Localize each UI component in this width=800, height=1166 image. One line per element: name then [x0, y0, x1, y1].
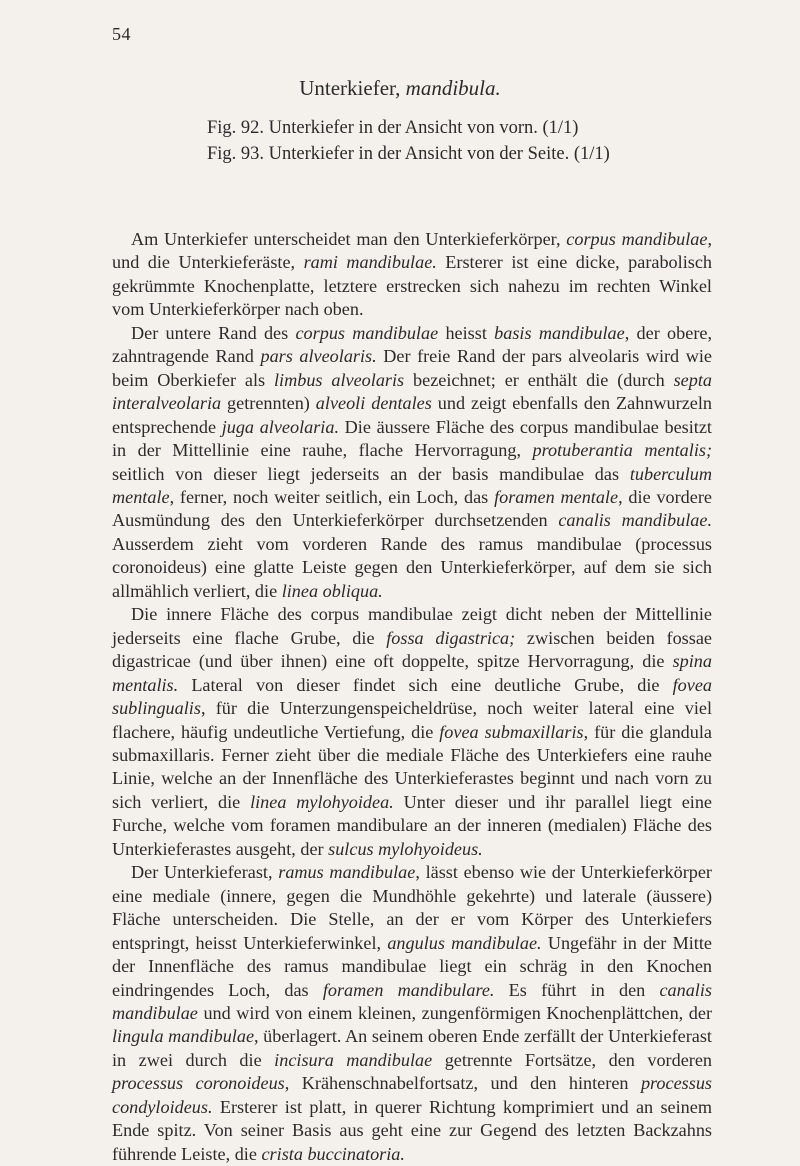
latin-term: foramen mentale — [494, 486, 619, 507]
text-run: Unter dieser und ihr parallel liegt eine Furche, welche vom foramen mandibulare an der inneren (medialen) Fläche des Unterkieferastes ausgeht, der — [112, 791, 712, 859]
latin-term: fossa digastrica; — [386, 627, 516, 648]
latin-term: fovea submaxillaris — [439, 721, 584, 742]
text-run: , für die Unterzungenspeicheldrüse, noch weiter lateral eine viel flachere, häufig undeutliche Vertiefung, die — [112, 698, 712, 742]
page-number: 54 — [112, 24, 131, 44]
latin-term: ramus mandibulae — [278, 862, 416, 883]
paragraph — [112, 603, 712, 861]
latin-term: spina mentalis. — [112, 651, 712, 695]
text-run: , überlagert. An seinem oberen Ende zerfällt der Unterkieferast in zwei durch die — [112, 1026, 712, 1070]
text-run: zwischen beiden fossae digastricae (und über ihnen) eine oft doppelte, spitze Hervorragung, die — [112, 627, 712, 672]
body-text — [112, 228, 712, 1166]
latin-term: angulus mandibulae. — [387, 932, 542, 953]
latin-term: juga alveolaria. — [221, 416, 339, 437]
text-run: , und die Unterkieferäste, — [112, 229, 712, 273]
text-run: seitlich von dieser liegt jederseits an der basis mandibulae das — [112, 463, 630, 484]
latin-term: septa interalveolaria — [112, 369, 712, 414]
latin-term: rami mandibulae. — [303, 252, 437, 273]
text-run: , für die glandula submaxillaris. Ferner zieht über die mediale Fläche des Unterkiefers eine rauhe Linie, welche an der Innenfläche des Unterkieferastes beginnt und nach vorn zu sich verliert, die — [112, 721, 712, 812]
figure-reference: Fig. 93. Unterkiefer in der Ansicht von der Seite. (1/1) — [207, 144, 610, 164]
text-run: Lateral von dieser findet sich eine deutliche Grube, die — [178, 674, 673, 695]
latin-term: linea mylohyoidea. — [250, 791, 394, 812]
text-run: Am Unterkiefer unterscheidet man den Unterkieferkörper, — [131, 229, 567, 249]
latin-term: protuberantia mentalis; — [532, 440, 713, 461]
latin-term: canalis mandibulae — [112, 979, 712, 1023]
text-run: und wird von einem kleinen, zungenförmigen Knochenplättchen, der — [197, 1002, 712, 1023]
latin-term: corpus mandibulae — [566, 229, 708, 249]
text-run: , der obere, zahntragende Rand — [112, 322, 712, 367]
latin-term: foramen mandibulare. — [322, 979, 495, 1000]
latin-term: processus coronoideus — [112, 1073, 285, 1094]
latin-term: sulcus mylohyoideus. — [328, 838, 483, 859]
text-run: , die vordere Ausmündung des den Unterkieferkörper durchsetzenden — [112, 486, 712, 531]
latin-term: fovea sublingualis — [112, 674, 712, 719]
text-run: Der Unterkieferast, — [131, 862, 279, 883]
paragraph — [112, 228, 712, 322]
latin-term: basis mandibulae — [494, 322, 625, 343]
section-title — [0, 76, 800, 101]
figure-references — [207, 115, 610, 167]
text-run: Die innere Fläche des corpus mandibulae zeigt dicht neben der Mittellinie jederseits eine flache Grube, die — [112, 604, 712, 648]
text-run: , lässt ebenso wie der Unterkieferkörper eine mediale (innere, gegen die Mundhöhle gekehrte) und laterale (äussere) Fläche unterscheiden. Die Stelle, an der er vom Körper des Unterkiefers entspringt, heisst Unterkieferwinkel, — [112, 862, 712, 953]
latin-term: incisura mandibulae — [274, 1049, 433, 1070]
latin-term: linea obliqua. — [281, 580, 383, 601]
text-run: , Krähenschnabelfortsatz, und den hinteren — [284, 1073, 641, 1094]
latin-term: lingula mandibulae — [112, 1026, 255, 1047]
latin-term: pars alveolaris. — [260, 346, 377, 367]
text-run: , ferner, noch weiter seitlich, ein Loch, das — [169, 486, 495, 507]
figure-reference: Fig. 92. Unterkiefer in der Ansicht von vorn. (1/1) — [207, 118, 579, 138]
latin-term: corpus mandibulae — [295, 322, 439, 343]
text-run: Der untere Rand des — [131, 322, 296, 343]
text-run: getrennte Fortsätze, den vorderen — [432, 1049, 713, 1070]
latin-term: crista buccinatoria. — [261, 1143, 405, 1164]
section-title-latin: mandibula. — [405, 76, 501, 100]
text-run: Der freie Rand der pars alveolaris wird wie beim Oberkiefer als — [112, 346, 712, 390]
text-run: Ungefähr in der Mitte der Innenfläche des ramus mandibulae liegt ein schräg in den Knochen eindringendes Loch, das — [112, 932, 712, 1000]
text-run: heisst — [438, 322, 495, 343]
latin-term: tuberculum mentale — [112, 463, 712, 507]
latin-term: canalis mandibulae. — [558, 510, 712, 531]
paragraph — [112, 322, 712, 603]
section-title-german: Unterkiefer, — [299, 76, 401, 100]
text-run: Ausserdem zieht vom vorderen Rande des ramus mandibulae (processus coronoideus) eine glatte Leiste gegen den Unterkieferkörper, auf dem sie sich allmählich verliert, die — [112, 533, 712, 601]
paragraph — [112, 861, 712, 1166]
text-run: bezeichnet; er enthält die (durch — [404, 369, 674, 390]
text-run: Es führt in den — [494, 979, 660, 1000]
text-run: getrennten) — [221, 393, 316, 414]
text-run: und zeigt ebenfalls den Zahnwurzeln entsprechende — [112, 393, 712, 437]
text-run: Ersterer ist eine dicke, parabolisch gekrümmte Knochenplatte, letztere erstrecken sich nahezu im rechten Winkel vom Unterkieferkörper nach oben. — [112, 252, 712, 320]
text-run: Ersterer ist platt, in querer Richtung komprimiert und an seinem Ende spitz. Von seiner Basis aus geht eine zur Gegend des letzten Backzahns führende Leiste, die — [112, 1096, 712, 1164]
latin-term: alveoli dentales — [315, 393, 432, 414]
latin-term: processus condyloideus. — [112, 1073, 712, 1117]
latin-term: limbus alveolaris — [274, 369, 405, 390]
text-run: Die äussere Fläche des corpus mandibulae besitzt in der Mittellinie eine rauhe, flache Hervorragung, — [112, 416, 712, 461]
